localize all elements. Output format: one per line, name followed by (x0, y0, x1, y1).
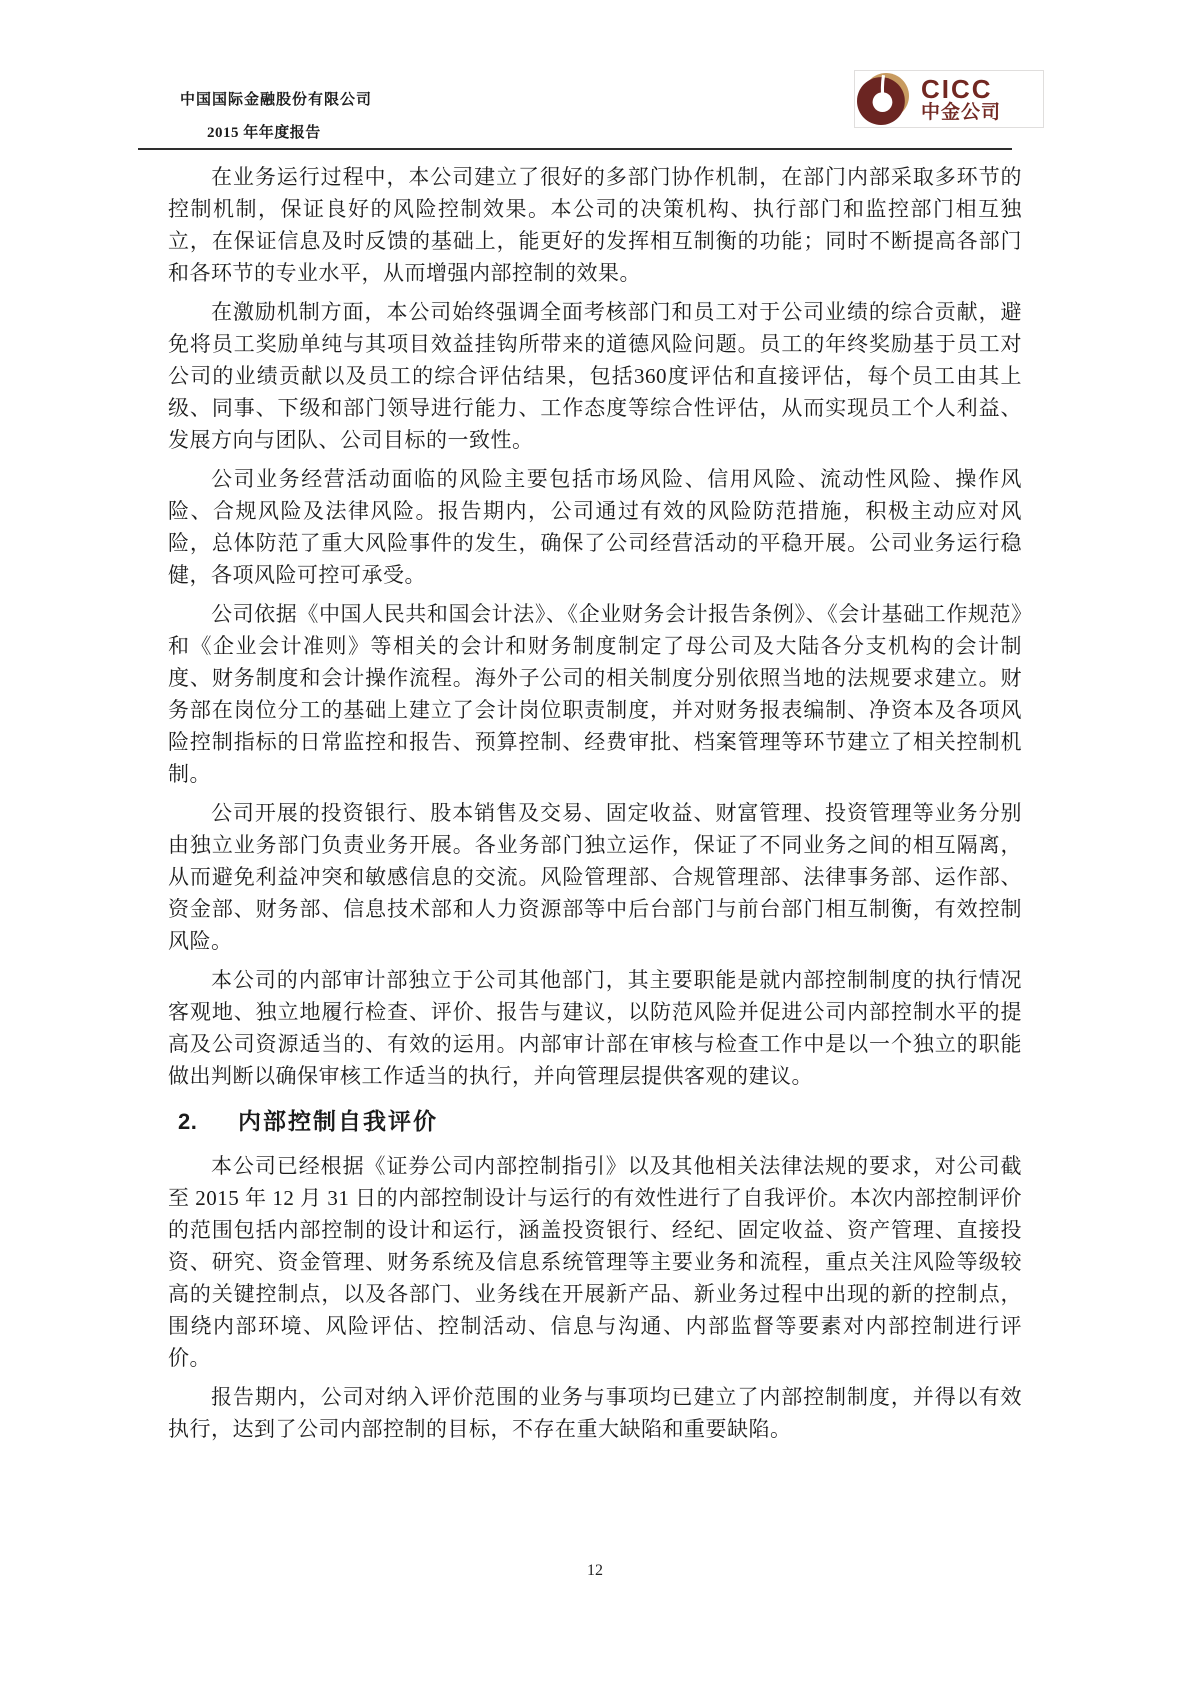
paragraph-internal-audit: 本公司的内部审计部独立于公司其他部门，其主要职能是就内部控制制度的执行情况客观地、独立地履行检查、评价、报告与建议，以防范风险并促进公司内部控制水平的提高及公司资源适当的、有效的运用。内部审计部在审核与检查工作中是以一个独立的职能做出判断以确保审核工作适当的执行，并向管理层提供客观的建议。 (168, 968, 1022, 1088)
paragraph-self-evaluation-conclusion: 报告期内，公司对纳入评价范围的业务与事项均已建立了内部控制制度，并得以有效执行，达到了公司内部控制的目标，不存在重大缺陷和重要缺陷。 (168, 1385, 1022, 1441)
header-rule (138, 148, 1012, 150)
document-body (168, 161, 1022, 1452)
section-number: 2. (178, 1109, 198, 1134)
paragraph-internal-control-mechanism: 在业务运行过程中，本公司建立了很好的多部门协作机制，在部门内部采取多环节的控制机制，保证良好的风险控制效果。本公司的决策机构、执行部门和监控部门相互独立，在保证信息及时反馈的基础上，能更好的发挥相互制衡的功能；同时不断提高各部门和各环节的专业水平，从而增强内部控制的效果。 (168, 165, 1022, 285)
section-heading-self-evaluation (168, 1106, 1022, 1138)
page-number: 12 (587, 1562, 603, 1579)
paragraph-business-risks: 公司业务经营活动面临的风险主要包括市场风险、信用风险、流动性风险、操作风险、合规风险及法律风险。报告期内，公司通过有效的风险防范措施，积极主动应对风险，总体防范了重大风险事件的发生，确保了公司经营活动的平稳开展。公司业务运行稳健，各项风险可控可承受。 (168, 467, 1022, 587)
logo-text (921, 76, 1001, 122)
cicc-logo-icon (857, 73, 909, 125)
report-title: 2015 年年度报告 (207, 125, 321, 141)
logo-brand-en: CICC (921, 74, 993, 104)
section-title: 内部控制自我评价 (238, 1109, 438, 1134)
paragraph-accounting-systems: 公司依据《中国人民共和国会计法》、《企业财务会计报告条例》、《会计基础工作规范》和《企业会计准则》等相关的会计和财务制度制定了母公司及大陆各分支机构的会计制度、财务制度和会计操作流程。海外子公司的相关制度分别依照当地的法规要求建立。财务部在岗位分工的基础上建立了会计岗位职责制度，并对财务报表编制、净资本及各项风险控制指标的日常监控和报告、预算控制、经费审批、档案管理等环节建立了相关控制机制。 (168, 602, 1022, 786)
cicc-logo (854, 70, 1044, 128)
paragraph-self-evaluation-scope: 本公司已经根据《证券公司内部控制指引》以及其他相关法律法规的要求，对公司截至 2015 年 12 月 31 日的内部控制设计与运行的有效性进行了自我评价。本次内部控制评价的范围包括内部控制的设计和运行，涵盖投资银行、经纪、固定收益、资产管理、直接投资、研究、资金管理、财务系统及信息系统管理等主要业务和流程，重点关注风险等级较高的关键控制点，以及各部门、业务线在开展新产品、新业务过程中出现的新的控制点，围绕内部环境、风险评估、控制活动、信息与沟通、内部监督等要素对内部控制进行评价。 (168, 1154, 1022, 1370)
company-name: 中国国际金融股份有限公司 (180, 92, 373, 108)
logo-brand-zh: 中金公司 (921, 102, 1002, 123)
paragraph-business-segregation: 公司开展的投资银行、股本销售及交易、固定收益、财富管理、投资管理等业务分别由独立业务部门负责业务开展。各业务部门独立运作，保证了不同业务之间的相互隔离，从而避免利益冲突和敏感信息的交流。风险管理部、合规管理部、法律事务部、运作部、资金部、财务部、信息技术部和人力资源部等中后台部门与前台部门相互制衡，有效控制风险。 (168, 801, 1022, 953)
paragraph-incentive-mechanism: 在激励机制方面，本公司始终强调全面考核部门和员工对于公司业绩的综合贡献，避免将员工奖励单纯与其项目效益挂钩所带来的道德风险问题。员工的年终奖励基于员工对公司的业绩贡献以及员工的综合评估结果，包括360度评估和直接评估，每个员工由其上级、同事、下级和部门领导进行能力、工作态度等综合性评估，从而实现员工个人利益、发展方向与团队、公司目标的一致性。 (168, 300, 1022, 452)
